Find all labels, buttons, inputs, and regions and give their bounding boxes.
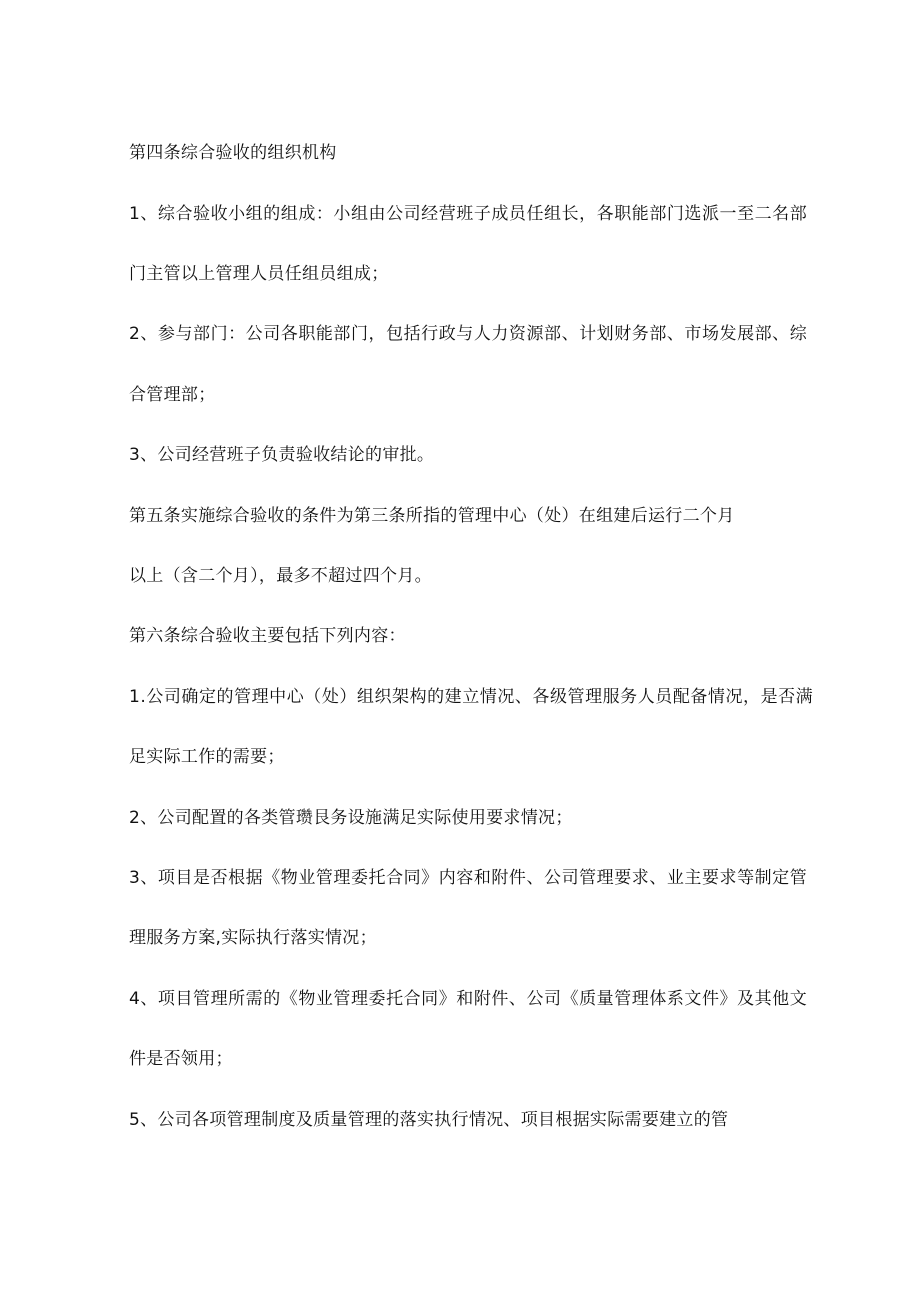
paragraph-line: 以上（含二个月），最多不超过四个月。 — [129, 566, 432, 586]
paragraph-line: 3、公司经营班子负责验收结论的审批。 — [129, 445, 435, 465]
paragraph-line: 理服务方案,实际执行落实情况； — [129, 928, 377, 948]
paragraph-line: 1.公司确定的管理中心（处）组织架构的建立情况、各级管理服务人员配备情况，是否满 — [129, 687, 814, 707]
paragraph-line: 件是否领用； — [129, 1049, 233, 1069]
article-6-heading: 第六条综合验收主要包括下列内容： — [129, 626, 406, 646]
paragraph-line: 3、项目是否根据《物业管理委托合同》内容和附件、公司管理要求、业主要求等制定管 — [129, 868, 808, 888]
article-5-text: 第五条实施综合验收的条件为第三条所指的管理中心（处）在组建后运行二个月 — [129, 506, 735, 526]
paragraph-line: 门主管以上管理人员任组员组成； — [129, 264, 389, 284]
paragraph-line: 2、公司配置的各类管瓒艮务设施满足实际使用要求情况； — [129, 808, 573, 828]
paragraph-line: 足实际工作的需要； — [129, 747, 285, 767]
paragraph-line: 合管理部； — [129, 385, 216, 405]
paragraph-line: 1、综合验收小组的组成：小组由公司经营班子成员任组长，各职能部门选派一至二名部 — [129, 204, 808, 224]
article-4-heading: 第四条综合验收的组织机构 — [129, 143, 337, 163]
paragraph-line: 5、公司各项管理制度及质量管理的落实执行情况、项目根据实际需要建立的管 — [129, 1110, 729, 1130]
paragraph-line: 2、参与部门：公司各职能部门，包括行政与人力资源部、计划财务部、市场发展部、综 — [129, 324, 808, 344]
paragraph-line: 4、项目管理所需的《物业管理委托合同》和附件、公司《质量管理体系文件》及其他文 — [129, 989, 808, 1009]
